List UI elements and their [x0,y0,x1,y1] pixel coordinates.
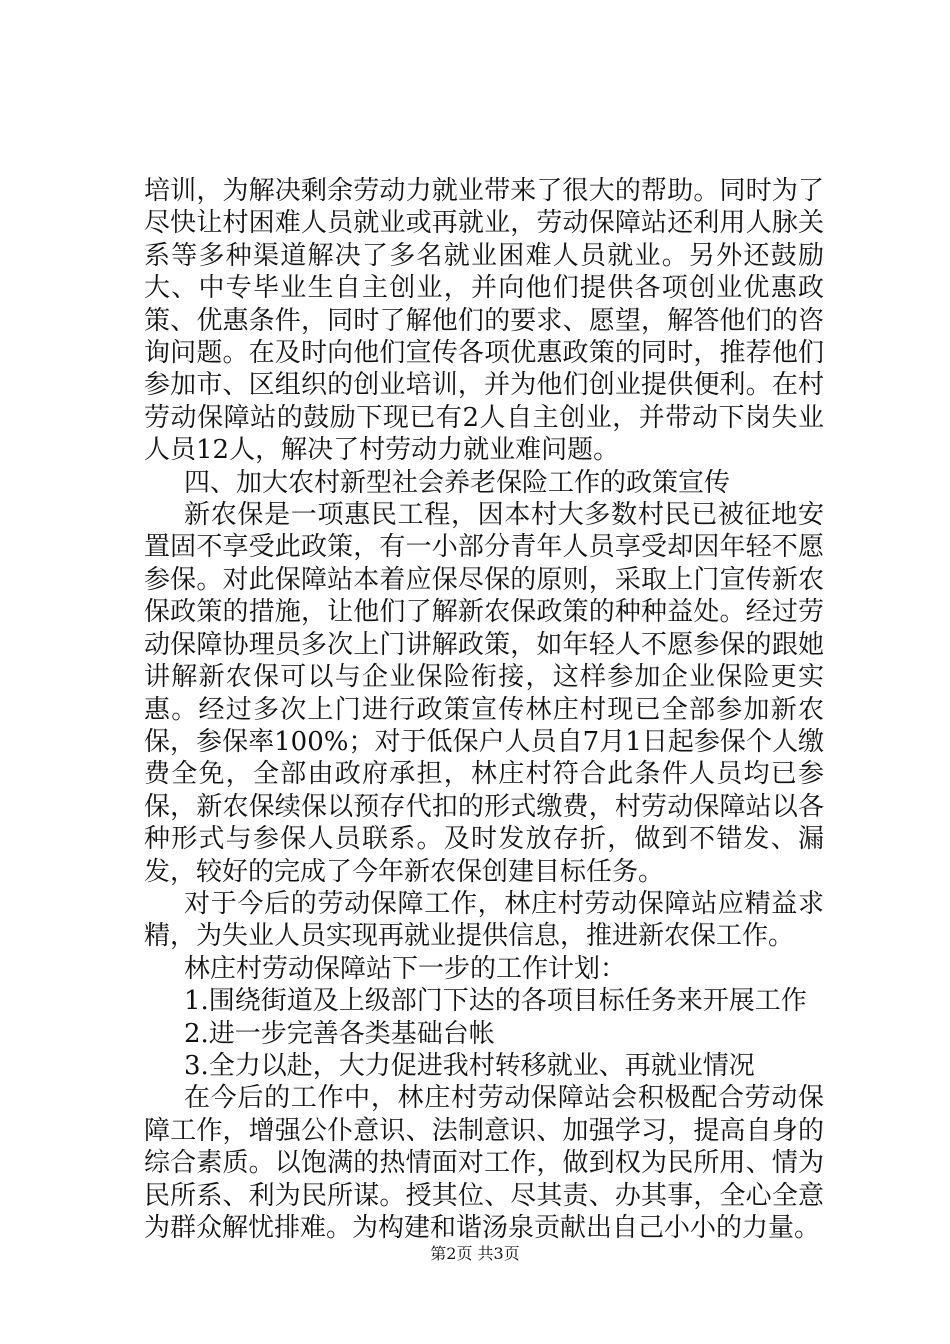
section-heading-four: 四、加大农村新型社会养老保险工作的政策宣传 [184,467,731,498]
page-number-footer: 第2页 共3页 [430,1244,520,1263]
paragraph-closing: 在今后的工作中，林庄村劳动保障站会积极配合劳动保障工作，增强公仆意识、法制意识、加强学习，提高自身的综合素质。以饱满的热情面对工作，做到权为民所用、情为民所系、利为民所谋。授其位、尽其责、办其事，全心全意为群众解忧排难。为构建和谐汤泉贡献出自己小小的力量。 [144,1083,824,1243]
plan-item-3: 3.全力以赴，大力促进我村转移就业、再就业情况 [184,1050,755,1081]
paragraph-training-continued: 培训，为解决剩余劳动力就业带来了很大的帮助。同时为了尽快让村困难人员就业或再就业，劳动保障站还利用人脉关系等多种渠道解决了多名就业困难人员就业。另外还鼓励大、中专毕业生自主创业，并向他们提供各项创业优惠政策、优惠条件，同时了解他们的要求、愿望，解答他们的咨询问题。在及时向他们宣传各项优惠政策的同时，推荐他们参加市、区组织的创业培训，并为他们创业提供便利。在村劳动保障站的鼓励下现已有2人自主创业，并带动下岗失业人员12人，解决了村劳动力就业难问题。 [144,176,824,466]
document-body [144,175,824,1244]
plan-item-1: 1.围绕街道及上级部门下达的各项目标任务来开展工作 [184,986,807,1017]
paragraph-next-plan-heading: 林庄村劳动保障站下一步的工作计划： [184,953,627,984]
paragraph-new-rural-pension: 新农保是一项惠民工程，因本村大多数村民已被征地安置固不享受此政策，有一小部分青年人员享受却因年轻不愿参保。对此保障站本着应保尽保的原则，采取上门宣传新农保政策的措施，让他们了解新农保政策的种种益处。经过劳动保障协理员多次上门讲解政策，如年轻人不愿参保的跟她讲解新农保可以与企业保险衔接，这样参加企业保险更实惠。经过多次上门进行政策宣传林庄村现已全部参加新农保，参保率100%；对于低保户人员自7月1日起参保个人缴费全免，全部由政府承担，林庄村符合此条件人员均已参保，新农保续保以预存代扣的形式缴费，村劳动保障站以各种形式与参保人员联系。及时发放存折，做到不错发、漏发，较好的完成了今年新农保创建目标任务。 [144,500,824,887]
plan-item-2: 2.进一步完善各类基础台帐 [184,1018,495,1049]
paragraph-future-work: 对于今后的劳动保障工作，林庄村劳动保障站应精益求精，为失业人员实现再就业提供信息，推进新农保工作。 [144,888,824,952]
